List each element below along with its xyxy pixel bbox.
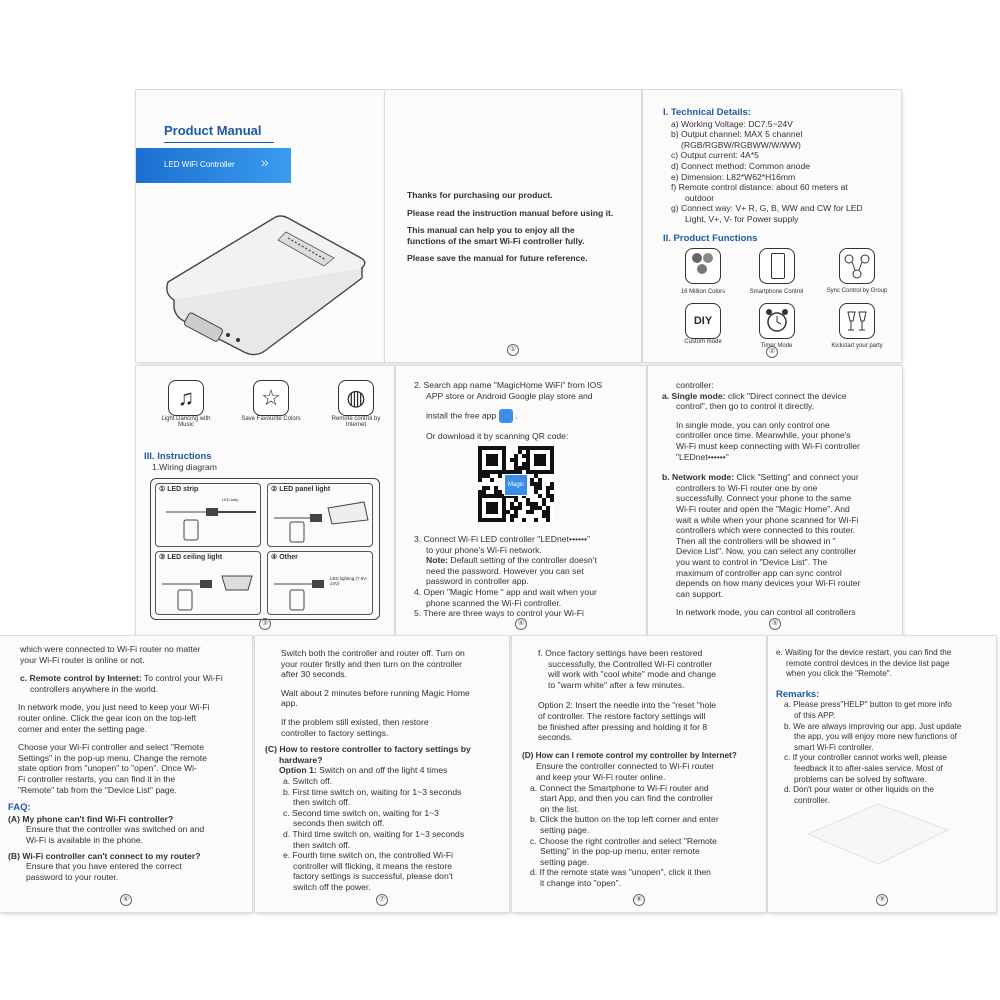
remark-item: c. If your controller cannot works well, please [784, 753, 947, 763]
page-number: ⑦ [255, 894, 509, 906]
page-number: ⑥ [0, 894, 252, 906]
spec-line: outdoor [685, 192, 715, 203]
banner-arrow: » [261, 154, 269, 170]
single-mode-desc: In single mode, you can only control one [676, 419, 830, 430]
manual-page-intro [385, 90, 641, 362]
wiring-subheading: 1.Wiring diagram [152, 462, 217, 472]
note-line: Note: Default setting of the controller doesn't [426, 555, 597, 566]
function-caption: Save Favourite Colors [241, 416, 301, 422]
remark-item: the app, you will enjoy more new functions of [794, 732, 957, 742]
network-mode-desc: can support. [676, 588, 724, 599]
function-caption: 16 Million Colors [680, 289, 726, 295]
page-number: ⑧ [512, 894, 766, 906]
step2-line: APP store or Android Google play store and [426, 390, 593, 401]
intro-line-3: This manual can help you to enjoy all the [407, 225, 575, 236]
rgb-colors-icon [685, 248, 721, 284]
function-caption: Sync Control by Group [826, 288, 888, 294]
remote-step: on the list. [540, 803, 580, 814]
remark-item: a. Please press"HELP" button to get more info [784, 700, 952, 710]
intro-line-1: Thanks for purchasing our product. [407, 190, 553, 200]
function-caption: Custom mode [684, 339, 722, 345]
spec-line: e) Dimension: L82*W62*H16mm [671, 171, 796, 182]
reset-step: switch off the power. [293, 881, 371, 892]
function-caption: Timer Mode [760, 343, 793, 349]
wiring-diagram-grid [150, 478, 380, 620]
spec-line: g) Connect way: V+ R, G, B, WW and CW for LED [671, 203, 863, 214]
step3-line: 3. Connect Wi-Fi LED controller "LEDnet••••••" [414, 534, 591, 544]
function-caption: Kickstart your party [831, 343, 883, 349]
manual-page-remote-setup: f. Once factory settings have been restored successfully, the Controlled Wi-Fi controller will work with "cool white" mode and change to "warm white" after a few minutes. Option 2: Insert the needle into the "reset "hole of controller. The restore factory settings will be finished after pressing and holding it for 8 seconds. (D) How can I remote control my controller by Internet? Ensure the controller connected to Wi-Fi router and keep your Wi-Fi router online. a. Connect the Smartphone to Wi-Fi router and start App, and then you can find the controller on the list. b. Click the button on the top left corner and enter setting page. c. Choose the right controller and select "Remote Setting" in the pop-up menu, enter remote setting page. d. If the remote state was "unopen", click it then it change into "open". ⑧ [512, 636, 766, 912]
single-mode-desc: "LEDnet••••••" [676, 451, 729, 462]
remark-item: of this APP. [794, 710, 836, 720]
remote-step: d. If the remote state was "unopen", click it then [530, 867, 711, 878]
remote-step: it change into "open". [540, 877, 622, 888]
wiring-diagram-strip: ① LED strip LED strip [155, 483, 261, 547]
reset-step: d. Third time switch on, waiting for 1~3 seconds [283, 828, 465, 839]
globe-icon: ◍ [338, 380, 374, 416]
intro-line-5: Please save the manual for future reference. [407, 253, 588, 264]
reset-step: seconds then switch off. [293, 818, 385, 829]
network-mode-desc: depends on how many devices your Wi-Fi router [676, 578, 861, 589]
remark-item: b. We are always improving our app. Just update [784, 721, 962, 731]
intro-line-4: functions of the smart Wi-Fi controller fully. [407, 235, 585, 246]
spec-line: c) Output current: 4A*5 [671, 150, 759, 161]
star-icon: ☆ [253, 380, 289, 416]
network-mode-desc: maximum of controller app can sync control [676, 567, 842, 578]
remote-control-line: c. Remote control by Internet: To control your Wi-Fi [20, 673, 223, 684]
page-number: ⑤ [648, 618, 902, 630]
step3-line: to your phone's Wi-Fi network. [426, 544, 542, 555]
function-caption: Remote control by Internet [331, 416, 381, 428]
page-number: ① [385, 344, 641, 356]
faq-question-c: (C) How to restore controller to factory settings by [265, 744, 471, 755]
remark-item: smart Wi-Fi controller. [794, 742, 874, 752]
music-note-icon: ♫ [168, 380, 204, 416]
manual-page-cover [136, 90, 384, 362]
smartphone-icon [759, 248, 795, 284]
step4-line: phone scanned the Wi-Fi controller. [426, 597, 562, 608]
manual-page-faq: which were connected to Wi-Fi router no matter your Wi-Fi router is online or not. c. Remote control by Internet: To control your Wi-Fi controllers anywhere in the world. In network mode, you just need to keep your Wi-Fi router online. Click the gear icon on the top-left corner and enter the setting page. Choose your Wi-Fi controller and select "Remote Settings" in the pop-up menu. Change the remote state option from "unopen" to "open". Once Wi- Fi controller restarts, you can find it in the "Remote" tab from the "Device List" page. FAQ: (A) My phone can't find Wi-Fi controller? Ensure that the controller was switched on and Wi-Fi is available in the phone. (B) Wi-Fi controller can't connect to my router? Ensure that you have entered the correct password to your router. ⑥ [0, 636, 252, 912]
network-mode-desc: successfully. Connect your phone to the same [676, 493, 852, 504]
single-mode-line: a. Single mode: click "Direct connect the device [662, 390, 847, 401]
network-mode-desc: Then all the controllers will be showed in " [676, 535, 836, 546]
page-number: ② [643, 346, 901, 358]
wiring-diagram-ceiling: ③ LED ceiling light [155, 551, 261, 615]
step2-line: 2. Search app name "MagicHome WiFi" from IOS [414, 380, 603, 390]
technical-heading: I. Technical Details: [663, 107, 751, 118]
reset-step: controller will flicking, it means the restore [293, 860, 453, 871]
network-mode-desc: In network mode, you can control all controllers [676, 607, 856, 618]
faq-question-a: (A) My phone can't find Wi-Fi controller? [8, 813, 174, 824]
function-caption: Light Dancing with Music [161, 416, 211, 428]
network-mode-desc: controllers to Wi-Fi router one by one [676, 482, 818, 493]
controller-device-illustration [156, 200, 376, 360]
page-number: ⑨ [768, 894, 996, 906]
reset-step: a. Switch off. [283, 775, 333, 786]
function-caption: Smartphone Control [749, 289, 804, 295]
faq-question-b: (B) Wi-Fi controller can't connect to my router? [8, 850, 201, 861]
qr-code: Magic [478, 446, 554, 522]
app-icon [499, 409, 513, 423]
network-mode-desc: Device List". Now, you can select any controller [676, 546, 857, 557]
remark-item: problems can be solved by software. [794, 774, 927, 784]
single-mode-desc: controller once time. Meanwhile, your phone's [676, 430, 851, 441]
cover-title: Product Manual [164, 123, 262, 138]
reset-step: then switch off. [293, 839, 351, 850]
spec-line: (RGB/RGBW/RGBWW/W/WW) [681, 139, 801, 150]
cover-banner [136, 148, 291, 183]
banner-text: LED WiFi Controller [164, 160, 235, 169]
reset-step: b. First time switch on, waiting for 1~3 seconds [283, 786, 462, 797]
remote-step: Setting" in the pop-up menu, enter remote [540, 846, 700, 857]
step4-line: 4. Open "Magic Home " app and wait when your [414, 586, 597, 597]
cover-title-rule [164, 142, 274, 143]
network-mode-desc: Wi-Fi router and open the "Magic Home". And [676, 503, 850, 514]
network-mode-desc: you want to control in "Device List". The [676, 556, 828, 567]
reset-step: c. Second time switch on, waiting for 1~3 [283, 807, 439, 818]
qr-instruction: Or download it by scanning QR code: [426, 431, 569, 442]
remote-step: c. Choose the right controller and select "Remote [530, 835, 717, 846]
remark-item: feedback it to after-sales service. Most of [794, 763, 943, 773]
option-1-line: Option 1: Switch on and off the light 4 times [279, 765, 448, 776]
remarks-heading: Remarks: [776, 688, 820, 700]
sync-group-icon [839, 248, 875, 284]
spec-line: f) Remote control distance: about 60 meters at [671, 182, 848, 193]
spec-line: b) Output channel: MAX 5 channel [671, 129, 803, 140]
remote-step: setting page. [540, 856, 590, 867]
party-glasses-icon [839, 303, 875, 339]
manual-page-remarks: e. Waiting for the device restart, you can find the remote control devices in the device list page when you click the "Remote". Remarks: a. Please press"HELP" button to get more info of this APP. b. We are always improving our app. Just update the app, you will enjoy more new functions of smart Wi-Fi controller. c. If your controller cannot works well, please feedback it to after-sales service. Most of problems can be solved by software. d. Don't pour water or other liquids on the controller. ⑨ [768, 636, 996, 912]
note-line: need the password. However you can set [426, 565, 584, 576]
wiring-diagram-panel: ② LED panel light [267, 483, 373, 547]
remote-step: start App, and then you can find the controller [540, 793, 713, 804]
functions-heading: II. Product Functions [663, 232, 758, 244]
wiring-diagram-other: ④ Other LED lighting (7.5V-24V) [267, 551, 373, 615]
manual-page-technical [643, 90, 901, 362]
spec-line: d) Connect method: Common anode [671, 160, 811, 171]
instructions-heading: III. Instructions [144, 451, 212, 462]
intro-line-2: Please read the instruction manual before using it. [407, 207, 614, 218]
remark-item: d. Don't pour water or other liquids on the [784, 785, 934, 795]
remote-step: a. Connect the Smartphone to Wi-Fi router and [530, 782, 709, 793]
spec-line: Light, V+, V- for Power supply [685, 213, 799, 224]
remote-step: b. Click the button on the top left corner and enter [530, 814, 719, 825]
network-mode-desc: wait a while when your phone scanned for Wi-Fi [676, 514, 859, 525]
step5-line: 5. There are three ways to control your Wi-Fi [414, 608, 584, 619]
network-mode-line: b. Network mode: Click "Setting" and connect your [662, 472, 859, 483]
page-number: ④ [396, 618, 646, 630]
alarm-clock-icon [759, 303, 795, 339]
page-number: ③ [136, 618, 394, 630]
remark-item: controller. [794, 795, 830, 805]
faq-heading: FAQ: [8, 802, 31, 814]
manual-page-modes: controller: a. Single mode: click "Direct connect the device control", then go to control it directly. In single mode, you can only control one controller once time. Meanwhile, your phone's Wi-Fi must keep connecting with Wi-Fi controller "LEDnet••••••" b. Network mode: Click "Setting" and connect your controllers to Wi-Fi router one by one successfully. Connect your phone to the same Wi-Fi router and open the "Magic Home". And wait a while when your phone scanned for Wi-Fi controllers which were connected to this router. Then all the controllers will be showed in " Device List". Now, you can select any controller you want to control in "Device List". The maximum of controller app can sync control depends on how many devices your Wi-Fi router can support. In network mode, you can control all controllers ⑤ [648, 366, 902, 636]
network-mode-desc: controllers which were connected to this router. [676, 525, 856, 536]
reset-step: factory settings is successful, please don't [293, 871, 453, 882]
reset-step: e. Fourth time switch on, the controlled Wi-Fi [283, 850, 454, 861]
manual-page-wiring [136, 366, 394, 636]
diy-icon: DIY [685, 303, 721, 339]
manual-page-reset: Switch both the controller and router off. Turn on your router firstly and then turn on the controller after 30 seconds. Wait about 2 minutes before running Magic Home app. If the problem still existed, then restore controller to factory settings. (C) How to restore controller to factory settings by hardware? Option 1: Switch on and off the light 4 times a. Switch off. b. First time switch on, waiting for 1~3 seconds then switch off. c. Second time switch on, waiting for 1~3 seconds then switch off. d. Third time switch on, waiting for 1~3 seconds then switch off. e. Fourth time switch on, the controlled Wi-Fi controller will flicking, it means the restore factory settings is successful, please don't switch off the power. ⑦ [255, 636, 509, 912]
manual-page-app [396, 366, 646, 636]
remote-step: setting page. [540, 824, 590, 835]
spec-line: a) Working Voltage: DC7.5~24V [671, 118, 793, 129]
single-mode-desc: Wi-Fi must keep connecting with Wi-Fi controller [676, 440, 860, 451]
reset-step: then switch off. [293, 797, 351, 808]
controller-watermark-illustration [798, 794, 958, 874]
step2-line: install the free app . [414, 409, 644, 423]
note-line: password in controller app. [426, 576, 529, 587]
faq-question-d: (D) How can I remote control my controller by Internet? [522, 750, 737, 760]
